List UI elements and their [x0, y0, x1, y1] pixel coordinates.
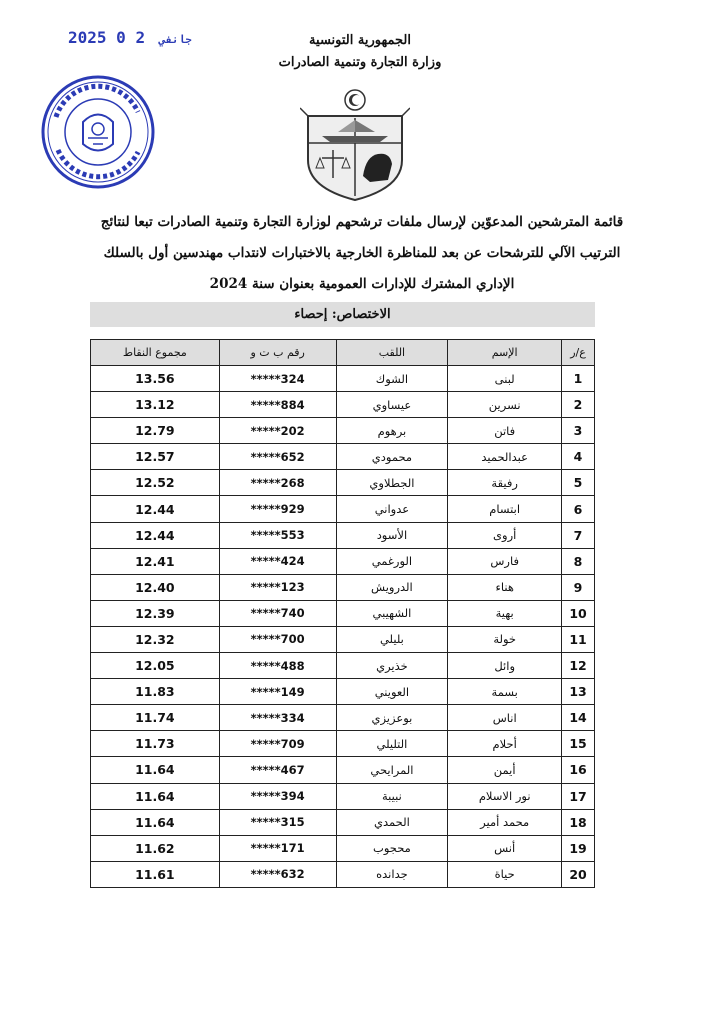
- row-num: 5: [562, 470, 595, 496]
- row-cin: *****700: [219, 626, 336, 652]
- row-first-name: ابتسام: [448, 496, 562, 522]
- row-num: 12: [562, 653, 595, 679]
- table-row: [91, 496, 595, 522]
- row-last-name: الشهيبي: [336, 600, 448, 626]
- row-first-name: نسرين: [448, 392, 562, 418]
- row-last-name: عيساوي: [336, 392, 448, 418]
- results-table: [90, 339, 595, 888]
- coat-of-arms-icon: [300, 88, 410, 203]
- table-row: [91, 731, 595, 757]
- table-row: [91, 809, 595, 835]
- intro-paragraph: [86, 207, 638, 300]
- row-num: 7: [562, 522, 595, 548]
- row-points: 11.74: [91, 705, 220, 731]
- row-cin: *****394: [219, 783, 336, 809]
- intro-line-2: الترتيب الآلي للترشحات عن بعد للمناظرة الخارجية بالاختبارات لانتداب مهندسين أول بالسلك: [103, 245, 621, 261]
- row-cin: *****709: [219, 731, 336, 757]
- row-cin: *****315: [219, 809, 336, 835]
- row-points: 11.83: [91, 679, 220, 705]
- row-points: 12.79: [91, 418, 220, 444]
- ministry-title: وزارة التجارة وتنمية الصادرات: [278, 55, 442, 70]
- row-first-name: محمد أمير: [448, 809, 562, 835]
- row-points: 11.64: [91, 757, 220, 783]
- table-header-row: [91, 340, 595, 366]
- row-last-name: العويني: [336, 679, 448, 705]
- row-points: 11.73: [91, 731, 220, 757]
- row-cin: *****884: [219, 392, 336, 418]
- row-last-name: برهوم: [336, 418, 448, 444]
- row-last-name: عدواني: [336, 496, 448, 522]
- row-points: 12.52: [91, 470, 220, 496]
- table-row: [91, 574, 595, 600]
- row-first-name: نور الاسلام: [448, 783, 562, 809]
- row-points: 12.57: [91, 444, 220, 470]
- row-num: 15: [562, 731, 595, 757]
- row-first-name: لبنى: [448, 366, 562, 392]
- row-cin: *****488: [219, 653, 336, 679]
- row-last-name: المرايحي: [336, 757, 448, 783]
- row-num: 4: [562, 444, 595, 470]
- row-points: 12.32: [91, 626, 220, 652]
- table-row: [91, 522, 595, 548]
- row-last-name: الدرويش: [336, 574, 448, 600]
- table-row: [91, 679, 595, 705]
- stamp-day: 2 0: [116, 28, 146, 47]
- table-row: [91, 861, 595, 887]
- table-row: [91, 470, 595, 496]
- row-points: 11.64: [91, 783, 220, 809]
- table-row: [91, 626, 595, 652]
- row-points: 12.44: [91, 522, 220, 548]
- header-points: مجموع النقاط: [91, 340, 220, 366]
- row-last-name: خذيري: [336, 653, 448, 679]
- row-cin: *****149: [219, 679, 336, 705]
- row-num: 18: [562, 809, 595, 835]
- row-first-name: أنس: [448, 835, 562, 861]
- table-row: [91, 600, 595, 626]
- row-num: 13: [562, 679, 595, 705]
- row-first-name: بسمة: [448, 679, 562, 705]
- row-cin: *****324: [219, 366, 336, 392]
- row-first-name: فاتن: [448, 418, 562, 444]
- stamp-year: 2025: [68, 28, 107, 47]
- row-points: 12.41: [91, 548, 220, 574]
- row-points: 11.61: [91, 861, 220, 887]
- row-first-name: بهية: [448, 600, 562, 626]
- row-points: 13.56: [91, 366, 220, 392]
- republic-title: الجمهورية التونسية: [309, 33, 411, 48]
- row-cin: *****553: [219, 522, 336, 548]
- row-cin: *****929: [219, 496, 336, 522]
- row-last-name: التليلي: [336, 731, 448, 757]
- row-first-name: عبدالحميد: [448, 444, 562, 470]
- row-last-name: الشوك: [336, 366, 448, 392]
- row-num: 2: [562, 392, 595, 418]
- row-num: 11: [562, 626, 595, 652]
- row-first-name: هناء: [448, 574, 562, 600]
- row-points: 12.40: [91, 574, 220, 600]
- row-first-name: خولة: [448, 626, 562, 652]
- table-row: [91, 444, 595, 470]
- row-num: 19: [562, 835, 595, 861]
- row-points: 11.64: [91, 809, 220, 835]
- row-first-name: أيمن: [448, 757, 562, 783]
- row-last-name: الجطلاوي: [336, 470, 448, 496]
- row-num: 9: [562, 574, 595, 600]
- row-cin: *****740: [219, 600, 336, 626]
- row-points: 13.12: [91, 392, 220, 418]
- row-first-name: رفيقة: [448, 470, 562, 496]
- row-points: 11.62: [91, 835, 220, 861]
- row-last-name: بليلي: [336, 626, 448, 652]
- row-num: 17: [562, 783, 595, 809]
- table-row: [91, 757, 595, 783]
- row-cin: *****632: [219, 861, 336, 887]
- row-first-name: حياة: [448, 861, 562, 887]
- table-row: [91, 653, 595, 679]
- row-points: 12.05: [91, 653, 220, 679]
- row-last-name: الأسود: [336, 522, 448, 548]
- ministry-seal-icon: [38, 72, 158, 192]
- table-row: [91, 783, 595, 809]
- row-num: 1: [562, 366, 595, 392]
- government-header: [230, 30, 490, 74]
- row-last-name: محجوب: [336, 835, 448, 861]
- row-cin: *****123: [219, 574, 336, 600]
- row-first-name: أحلام: [448, 731, 562, 757]
- row-last-name: الحمدي: [336, 809, 448, 835]
- row-cin: *****424: [219, 548, 336, 574]
- row-num: 6: [562, 496, 595, 522]
- row-num: 20: [562, 861, 595, 887]
- table-row: [91, 366, 595, 392]
- header-first-name: الإسم: [448, 340, 562, 366]
- table-row: [91, 418, 595, 444]
- row-num: 10: [562, 600, 595, 626]
- header-last-name: اللقب: [336, 340, 448, 366]
- row-points: 12.44: [91, 496, 220, 522]
- table-row: [91, 548, 595, 574]
- row-num: 16: [562, 757, 595, 783]
- row-num: 8: [562, 548, 595, 574]
- row-last-name: جدانده: [336, 861, 448, 887]
- row-cin: *****202: [219, 418, 336, 444]
- row-last-name: بوعزيزي: [336, 705, 448, 731]
- specialty-bar: الاختصاص: إحصاء: [90, 302, 595, 327]
- header-cin: رقم ب ت و: [219, 340, 336, 366]
- date-stamp: [68, 28, 196, 47]
- row-cin: *****334: [219, 705, 336, 731]
- table-row: [91, 392, 595, 418]
- header-num: ع/ر: [562, 340, 595, 366]
- row-first-name: وائل: [448, 653, 562, 679]
- row-num: 3: [562, 418, 595, 444]
- intro-line-1: قائمة المترشحين المدعوّين لإرسال ملفات ترشحهم لوزارة التجارة وتنمية الصادرات تبعا لنتائج: [100, 214, 624, 230]
- intro-line-3: الإداري المشترك للإدارات العمومية بعنوان سنة 2024: [209, 276, 515, 292]
- row-cin: *****467: [219, 757, 336, 783]
- row-last-name: الورغمي: [336, 548, 448, 574]
- row-first-name: أروى: [448, 522, 562, 548]
- stamp-month: جانفي: [158, 33, 192, 46]
- row-num: 14: [562, 705, 595, 731]
- row-first-name: اناس: [448, 705, 562, 731]
- table-row: [91, 835, 595, 861]
- row-cin: *****268: [219, 470, 336, 496]
- row-cin: *****652: [219, 444, 336, 470]
- row-points: 12.39: [91, 600, 220, 626]
- row-last-name: محمودي: [336, 444, 448, 470]
- table-row: [91, 705, 595, 731]
- row-first-name: فارس: [448, 548, 562, 574]
- row-last-name: نبيبة: [336, 783, 448, 809]
- row-cin: *****171: [219, 835, 336, 861]
